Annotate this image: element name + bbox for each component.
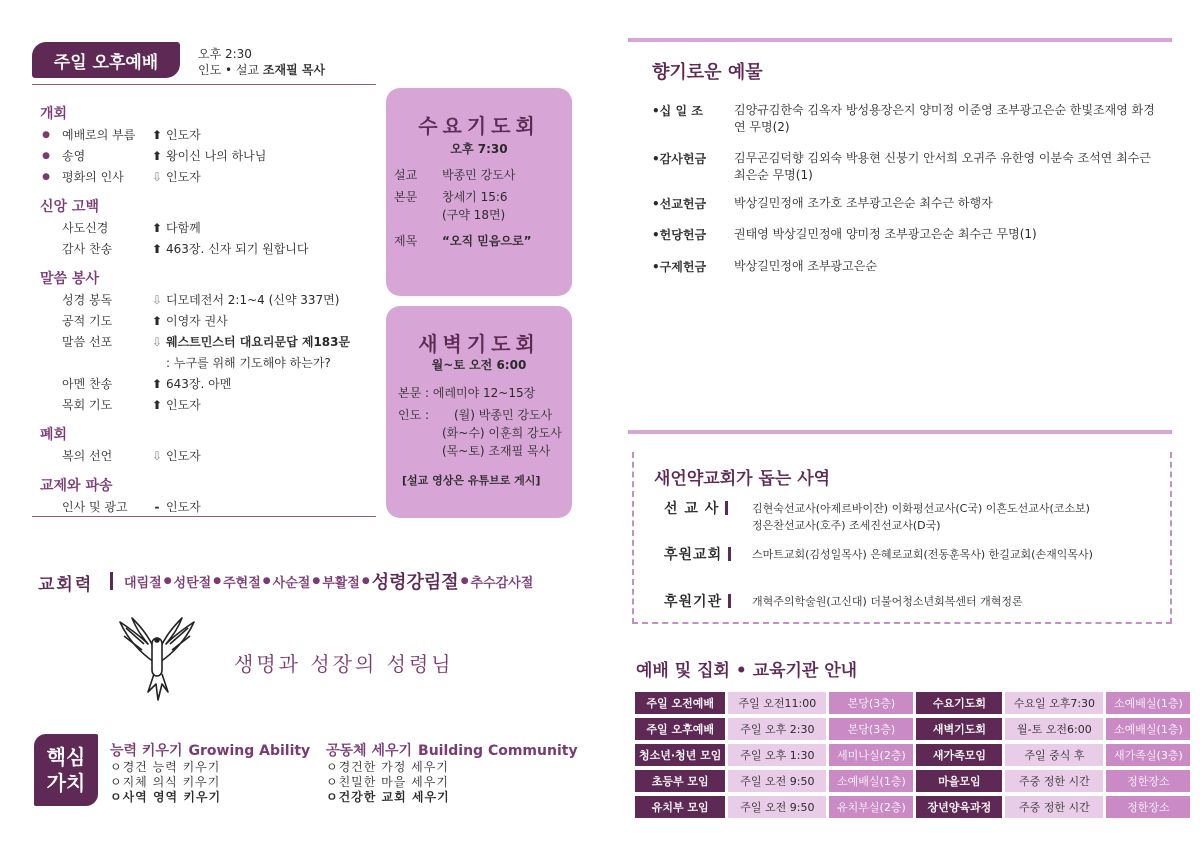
order-item-desc: 인도자 [166, 170, 201, 184]
order-item-name: 성경 봉독 [62, 293, 113, 307]
order-item-name: 예배로의 부름 [62, 128, 136, 142]
mission-title: 새언약교회가 돕는 사역 [654, 469, 831, 489]
table-cell: 본당(3층) [829, 718, 913, 740]
stand-arrow-icon: ⬆ [151, 242, 163, 256]
offering-names: 박상길민정애 조부광고은순 [734, 259, 877, 273]
order-row [40, 332, 380, 353]
wednesday-title: 수요기도회 [418, 114, 540, 138]
service-time: 오후 2:30 [198, 47, 252, 61]
dot-icon: ● [213, 576, 222, 586]
core-value-item: ㅇ경건한 가정 세우기 [326, 760, 449, 774]
order-item-name: 말씀 선포 [62, 335, 113, 349]
dawn-text: 본문 : 에레미야 12~15장 [398, 386, 536, 400]
table-cell: 주일 오전11:00 [728, 692, 826, 714]
order-row [40, 353, 380, 374]
order-row [40, 218, 380, 239]
calendar-season: 부활절 [322, 575, 360, 591]
core-label: 가치 [46, 771, 86, 795]
table-row [635, 744, 1190, 766]
wednesday-sermon-label: 설교 [394, 168, 418, 182]
table-row [635, 692, 1190, 714]
service-title: 주일 오후예배 [32, 42, 180, 78]
order-item-desc: 463장. 신자 되기 원합니다 [166, 242, 309, 256]
dot-icon: ● [460, 576, 469, 586]
table-cell: 주일 오후 2:30 [728, 718, 826, 740]
order-row [40, 239, 380, 260]
bullet-icon [40, 446, 52, 467]
order-item-desc: : 누구를 위해 기도해야 하는가? [166, 356, 331, 370]
table-cell: 새벽기도회 [916, 718, 1002, 740]
order-row [40, 125, 380, 146]
mission-text: 김현숙선교사(아제르바이잔) 이화평선교사(C국) 이흔도선교사(코소보) [752, 502, 1090, 515]
mission-text: 개혁주의학술원(고신대) 더불어청소년회복센터 개혁정론 [752, 595, 1023, 608]
core-value-item: ㅇ친밀한 마을 세우기 [326, 775, 449, 789]
table-cell: 소예배실(1층) [1106, 718, 1190, 740]
divider [628, 430, 1172, 434]
dot-icon: ● [262, 576, 271, 586]
dash-icon: - [154, 500, 160, 514]
order-item-name: 복의 선언 [62, 449, 113, 463]
order-section-title: 개회 [40, 106, 68, 122]
table-cell: 주일 오전예배 [635, 692, 725, 714]
wednesday-text: 창세기 15:6 [442, 190, 508, 204]
offering-label: •헌당헌금 [652, 228, 707, 242]
mission-text: 정은찬선교사(호주) 조세진선교사(D국) [752, 519, 941, 532]
dawn-time: 월~토 오전 6:00 [431, 358, 527, 372]
calendar-items [124, 568, 533, 594]
stand-arrow-icon: ⬆ [151, 221, 163, 235]
table-cell: 세미나실(2층) [829, 744, 913, 766]
table-cell: 청소년·청년 모임 [635, 744, 725, 766]
schedule-table [632, 688, 1193, 822]
dawn-prayer-box [386, 306, 572, 518]
stand-arrow-icon: ⬆ [151, 314, 163, 328]
dawn-note: [설교 영상은 유튜브로 게시] [402, 474, 541, 487]
stand-arrow-icon: ⬆ [151, 398, 163, 412]
table-row [635, 770, 1190, 792]
core-value-title-en: Growing Ability [188, 743, 311, 759]
table-row [635, 718, 1190, 740]
table-cell: 수요기도회 [916, 692, 1002, 714]
offering-names: 권태영 박상길민정애 양미정 조부광고은순 최수근 무명(1) [734, 227, 1037, 241]
order-item-desc: 인도자 [166, 449, 201, 463]
order-section-title: 교제와 파송 [40, 478, 113, 494]
stand-arrow-icon: ⬆ [151, 149, 163, 163]
core-value-item: ㅇ지체 의식 키우기 [110, 775, 221, 789]
preacher-name: 조재필 목사 [262, 63, 326, 77]
calendar-divider [110, 572, 113, 590]
order-row [40, 446, 380, 467]
divider [628, 38, 1172, 42]
mission-label: 후원기관 [664, 591, 731, 611]
order-item-desc: 디모데전서 2:1~4 (신약 337면) [166, 293, 340, 307]
dawn-leader: (월) 박종민 강도사 [454, 408, 553, 422]
calendar-season: 추수감사절 [470, 575, 534, 591]
table-cell: 월-토 오전6:00 [1005, 718, 1103, 740]
order-item-name: 공적 기도 [62, 314, 113, 328]
offering-label: •감사헌금 [652, 152, 707, 166]
church-motto: 생명과 성장의 성령님 [234, 652, 454, 676]
calendar-season: 성령강림절 [371, 572, 459, 593]
dot-icon: ● [361, 576, 370, 586]
order-row [40, 497, 380, 518]
table-cell: 소예배실(1층) [829, 770, 913, 792]
core-value-title: 공동체 세우기 [326, 743, 413, 759]
bullet-icon [40, 311, 52, 332]
order-item-desc: 다함께 [166, 221, 201, 235]
order-item-name: 아멘 찬송 [62, 377, 113, 391]
bullet-icon [40, 353, 52, 374]
bullet-icon: ● [42, 130, 50, 140]
table-cell: 새가족실(3층) [1106, 744, 1190, 766]
table-cell: 정한장소 [1106, 770, 1190, 792]
dawn-leader: (화~수) 이훈희 강도사 [442, 426, 562, 440]
order-item-name: 송영 [62, 149, 86, 163]
table-cell: 주일 중식 후 [1005, 744, 1103, 766]
table-cell: 주일 오후 1:30 [728, 744, 826, 766]
table-cell: 주중 정한 시간 [1005, 770, 1103, 792]
offering-label: •구제헌금 [652, 260, 707, 274]
table-cell: 소예배실(1층) [1106, 692, 1190, 714]
dawn-leader: (목~토) 조재필 목사 [442, 444, 551, 458]
table-cell: 유치부 모임 [635, 796, 725, 818]
calendar-season: 주현절 [223, 575, 261, 591]
table-cell: 본당(3층) [829, 692, 913, 714]
order-row [40, 167, 380, 188]
bullet-icon [40, 497, 52, 518]
order-row [40, 146, 380, 167]
offering-label: •선교헌금 [652, 197, 707, 211]
wednesday-text-label: 본문 [394, 190, 418, 204]
order-item-name: 감사 찬송 [62, 242, 113, 256]
order-item-desc: 이영자 권사 [166, 314, 228, 328]
bullet-icon: ● [42, 172, 50, 182]
service-preacher [198, 62, 325, 78]
core-value-item: ㅇ사역 영역 키우기 [110, 790, 222, 804]
bullet-icon [40, 239, 52, 260]
core-value-item: ㅇ건강한 교회 세우기 [326, 790, 450, 804]
table-cell: 마을모임 [916, 770, 1002, 792]
table-cell: 수요일 오후7:30 [1005, 692, 1103, 714]
table-cell: 주일 오전 9:50 [728, 796, 826, 818]
bullet-icon [40, 374, 52, 395]
order-row [40, 395, 380, 416]
dove-icon [118, 614, 196, 706]
mission-text: 스마트교회(김성일목사) 은혜로교회(전동훈목사) 한길교회(손재익목사) [752, 548, 1093, 561]
preacher-prefix: 인도 • 설교 [198, 63, 260, 77]
divider [32, 84, 376, 85]
order-section-title: 폐회 [40, 427, 68, 443]
table-row [635, 796, 1190, 818]
core-value-ability [110, 740, 310, 805]
order-row [40, 374, 380, 395]
wednesday-prayer-box [386, 88, 572, 296]
offerings-title: 향기로운 예물 [652, 62, 763, 83]
table-cell: 주중 정한 시간 [1005, 796, 1103, 818]
core-value-title: 능력 키우기 [110, 743, 183, 759]
order-item-name [52, 353, 148, 374]
table-cell: 주일 오후예배 [635, 718, 725, 740]
order-item-name: 사도신경 [62, 221, 109, 235]
sit-arrow-icon: ⇩ [151, 293, 163, 307]
offering-names: 김양규김한숙 김옥자 방성용장은지 양미정 이준영 조부광고은순 한빛조재영 화경연 무명(2) [734, 103, 1155, 134]
table-cell: 유치부실(2층) [829, 796, 913, 818]
wednesday-sermon: 박종민 강도사 [442, 168, 516, 182]
order-item-name: 평화의 인사 [62, 170, 124, 184]
dawn-lead-label: 인도 : [398, 408, 430, 422]
stand-arrow-icon: ⬆ [151, 377, 163, 391]
table-cell: 주일 오전 9:50 [728, 770, 826, 792]
bullet-icon [40, 395, 52, 416]
core-values-badge [34, 734, 98, 806]
order-item-desc: 인도자 [166, 398, 201, 412]
table-cell: 새가족모임 [916, 744, 1002, 766]
bullet-icon [40, 332, 52, 353]
divider [32, 516, 376, 517]
order-row [40, 311, 380, 332]
core-value-community [326, 740, 578, 805]
table-cell: 정한장소 [1106, 796, 1190, 818]
core-label: 핵심 [46, 745, 86, 769]
order-item-desc: 웨스트민스터 대요리문답 제183문 [166, 335, 351, 349]
core-value-title-en: Building Community [418, 743, 578, 759]
mission-label: 선 교 사 [664, 498, 728, 518]
offering-label: •십 일 조 [652, 104, 703, 118]
dawn-title: 새벽기도회 [418, 332, 540, 356]
calendar-season: 사순절 [272, 575, 311, 591]
table-cell: 장년양육과정 [916, 796, 1002, 818]
order-row [40, 290, 380, 311]
order-item-name: 목회 기도 [62, 398, 113, 412]
core-value-item: ㅇ경건 능력 키우기 [110, 760, 221, 774]
calendar-season: 대림절 [124, 575, 162, 591]
order-section-title: 신앙 고백 [40, 199, 99, 215]
order-item-name: 인사 및 광고 [62, 500, 128, 514]
calendar-season: 성탄절 [173, 575, 212, 591]
wednesday-topic-label: 제목 [394, 234, 418, 248]
order-item-desc: 인도자 [166, 128, 201, 142]
table-cell: 초등부 모임 [635, 770, 725, 792]
order-item-desc: 왕이신 나의 하나님 [166, 149, 267, 163]
dot-icon: ● [163, 576, 172, 586]
sit-arrow-icon: ⇩ [151, 170, 163, 184]
order-item-desc: 643장. 아멘 [166, 377, 232, 391]
bullet-icon [40, 290, 52, 311]
sit-arrow-icon: ⇩ [151, 335, 163, 349]
bullet-icon [40, 218, 52, 239]
offering-names: 김무곤김덕향 김외숙 박용현 신붕기 안서희 오귀주 유한영 이분숙 조석연 최수근 최은순 무명(1) [734, 151, 1151, 182]
order-of-worship [40, 100, 380, 518]
wednesday-time: 오후 7:30 [450, 142, 508, 156]
wednesday-text-note: (구약 18면) [442, 208, 506, 222]
calendar-title: 교회력 [38, 575, 94, 595]
mission-label: 후원교회 [664, 544, 731, 564]
schedule-title: 예배 및 집회 • 교육기관 안내 [636, 661, 858, 681]
wednesday-topic: “오직 믿음으로” [442, 234, 532, 248]
dot-icon: ● [312, 576, 321, 586]
order-item-desc: 인도자 [166, 500, 201, 514]
dash-icon [148, 353, 166, 374]
order-section-title: 말씀 봉사 [40, 271, 99, 287]
bullet-icon: ● [42, 151, 50, 161]
sit-arrow-icon: ⇩ [151, 449, 163, 463]
stand-arrow-icon: ⬆ [151, 128, 163, 142]
offering-names: 박상길민정애 조가호 조부광고은순 최수근 하행자 [734, 196, 993, 210]
